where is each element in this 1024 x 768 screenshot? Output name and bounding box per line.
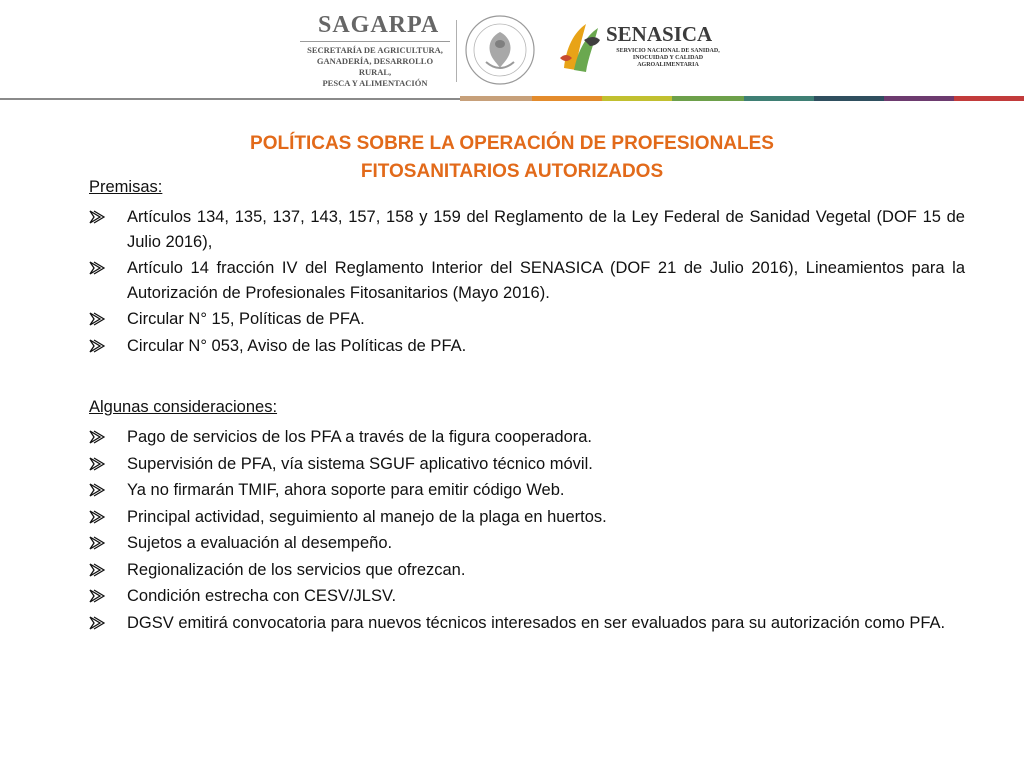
- premisas-heading: Premisas:: [89, 178, 163, 196]
- senasica-subtitle: SERVICIO NACIONAL DE SANIDAD, INOCUIDAD Y CALIDAD AGROALIMENTARIA: [616, 48, 720, 68]
- list-item: [89, 584, 965, 609]
- list-item: [89, 334, 965, 359]
- mexico-seal-icon: [462, 12, 538, 88]
- arrow-bullet-icon: [89, 312, 105, 326]
- slide-title: [150, 130, 874, 186]
- sagarpa-title: SAGARPA: [318, 12, 440, 38]
- list-item-text: Circular N° 053, Aviso de las Políticas de PFA.: [127, 336, 467, 355]
- color-bar-segment: [744, 96, 814, 101]
- list-item: [89, 558, 965, 583]
- list-item-text: DGSV emitirá convocatoria para nuevos técnicos interesados en ser evaluados para su autorización como PFA.: [127, 613, 946, 632]
- sagarpa-rule: [300, 41, 450, 42]
- arrow-bullet-icon: [89, 589, 105, 603]
- color-bar-segment: [0, 98, 460, 100]
- list-item: [89, 205, 965, 254]
- sagarpa-logo: [300, 12, 450, 92]
- list-item-text: Condición estrecha con CESV/JLSV.: [127, 587, 397, 605]
- color-bar-segment: [532, 96, 602, 101]
- slide-title-line-2: FITOSANITARIOS AUTORIZADOS: [360, 161, 664, 182]
- list-item-text: Artículo 14 fracción IV del Reglamento Interior del SENASICA (DOF 21 de Julio 2016), Lineamientos para la Autorización de Profesionales Fitosanitarios (Mayo 2016).: [127, 259, 965, 302]
- arrow-bullet-icon: [89, 483, 105, 497]
- arrow-bullet-icon: [89, 261, 105, 275]
- list-item: [89, 478, 965, 503]
- list-item-text: Sujetos a evaluación al desempeño.: [127, 534, 393, 552]
- slide-title-line-1: POLÍTICAS SOBRE LA OPERACIÓN DE PROFESIONALES: [250, 133, 774, 154]
- senasica-emblem-icon: [556, 18, 606, 78]
- list-item-text: Circular N° 15, Políticas de PFA.: [127, 310, 365, 328]
- arrow-bullet-icon: [89, 510, 105, 524]
- consideraciones-heading: Algunas consideraciones:: [89, 398, 278, 416]
- list-item-text: Pago de servicios de los PFA a través de la figura cooperadora.: [127, 428, 593, 446]
- color-bar-segment: [460, 96, 532, 101]
- senasica-name: SENASICA: [606, 22, 713, 46]
- arrow-bullet-icon: [89, 339, 105, 353]
- consideraciones-list: [89, 425, 965, 637]
- arrow-bullet-icon: [89, 563, 105, 577]
- arrow-bullet-icon: [89, 210, 105, 224]
- list-item-text: Supervisión de PFA, vía sistema SGUF aplicativo técnico móvil.: [127, 454, 593, 473]
- arrow-bullet-icon: [89, 616, 105, 630]
- arrow-bullet-icon: [89, 536, 105, 550]
- list-item: [89, 611, 965, 636]
- list-item-text: Ya no firmarán TMIF, ahora soporte para emitir código Web.: [127, 481, 565, 499]
- list-item: [89, 531, 965, 556]
- color-bar-segment: [884, 96, 954, 101]
- list-item: [89, 452, 965, 477]
- logo-separator: [456, 20, 457, 82]
- list-item: [89, 307, 965, 332]
- premisas-list: [89, 205, 965, 360]
- list-item: [89, 256, 965, 305]
- arrow-bullet-icon: [89, 430, 105, 444]
- color-bar-segment: [602, 96, 672, 101]
- color-bar-segment: [672, 96, 744, 101]
- senasica-logo: [556, 18, 726, 86]
- list-item-text: Regionalización de los servicios que ofrezcan.: [127, 560, 466, 579]
- color-bar-segment: [954, 96, 1024, 101]
- list-item: [89, 505, 965, 530]
- list-item: [89, 425, 965, 450]
- slide-header: [0, 0, 1024, 96]
- color-bar-segment: [814, 96, 884, 101]
- sagarpa-subtitle: SECRETARÍA DE AGRICULTURA, GANADERÍA, DESARROLLO RURAL, PESCA Y ALIMENTACIÓN: [307, 45, 443, 88]
- list-item-text: Artículos 134, 135, 137, 143, 157, 158 y 159 del Reglamento de la Ley Federal de Sanidad Vegetal (DOF 15 de Julio 2016),: [127, 208, 965, 251]
- arrow-bullet-icon: [89, 457, 105, 471]
- list-item-text: Principal actividad, seguimiento al manejo de la plaga en huertos.: [127, 507, 607, 526]
